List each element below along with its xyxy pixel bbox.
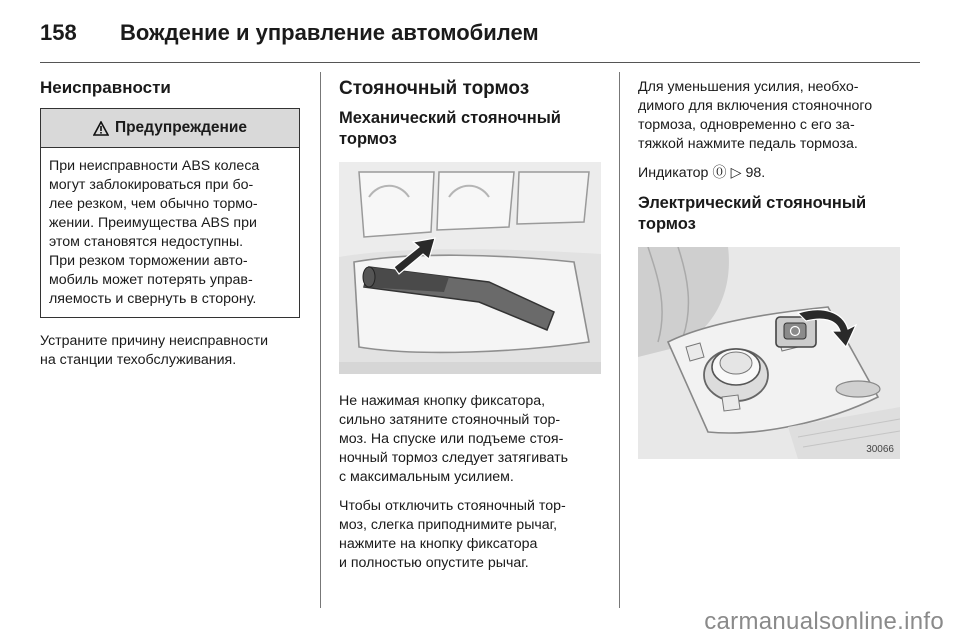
indicator-label: Индикатор: [638, 165, 709, 181]
column-divider-2: [619, 72, 620, 608]
paragraph-line: тяжкой нажмите педаль тормоза.: [638, 136, 858, 152]
warning-line: При неисправности ABS колеса: [49, 158, 260, 174]
paragraph-line: нажмите на кнопку фиксатора: [339, 536, 538, 552]
paragraph-line: моз, слегка приподнимите рычаг,: [339, 517, 558, 533]
indicator-page-ref: 98.: [745, 165, 766, 181]
warning-line: ляемость и свернуть в сторону.: [49, 291, 257, 307]
warning-text: [41, 148, 299, 317]
electric-brake-illustration: [638, 247, 900, 459]
warning-header: [41, 109, 299, 148]
brake-indicator-icon: ⓪: [712, 165, 727, 181]
paragraph-line: на станции техобслуживания.: [40, 352, 237, 368]
subheading-line: тормоз: [638, 215, 696, 233]
subheading-line: тормоз: [339, 130, 397, 148]
mechanical-brake-subheading: [339, 108, 601, 150]
warning-line: жении. Преимущества ABS при: [49, 215, 257, 231]
mechanical-brake-illustration: [339, 162, 601, 374]
paragraph-line: ночный тормоз следует затягивать: [339, 450, 568, 466]
warning-box: [40, 108, 300, 318]
reduce-effort-paragraph: [638, 78, 900, 154]
pull-brake-paragraph: [339, 392, 601, 487]
column-3: [638, 78, 900, 459]
paragraph-line: моз. На спуске или подъеме стоя-: [339, 431, 564, 447]
electric-brake-subheading: [638, 193, 900, 235]
warning-triangle-icon: [93, 121, 109, 136]
column-1: [40, 78, 300, 380]
column-2: [339, 78, 601, 583]
parking-brake-heading: Стояночный тормоз: [339, 78, 530, 99]
paragraph-line: сильно затяните стояночный тор-: [339, 412, 561, 428]
watermark: carmanualsonline.info: [704, 608, 944, 635]
warning-line: этом становятся недоступны.: [49, 234, 244, 250]
malfunction-paragraph: [40, 332, 300, 370]
paragraph-line: тормоза, одновременно с его за-: [638, 117, 855, 133]
indicator-line: [638, 164, 900, 183]
paragraph-line: Устраните причину неисправности: [40, 333, 269, 349]
column-divider-1: [320, 72, 321, 608]
subheading-line: Механический стояночный: [339, 109, 561, 127]
header-rule: [40, 62, 920, 63]
warning-line: могут заблокироваться при бо-: [49, 177, 254, 193]
page-number: 158: [40, 20, 77, 45]
page-ref-icon: ▷: [730, 165, 742, 181]
paragraph-line: с максимальным усилием.: [339, 469, 514, 485]
paragraph-line: и полностью опустите рычаг.: [339, 555, 529, 571]
page-header: [40, 12, 920, 56]
warning-line: лее резком, чем обычно тормо-: [49, 196, 258, 212]
release-brake-paragraph: [339, 497, 601, 573]
paragraph-line: Для уменьшения усилия, необхо-: [638, 79, 859, 95]
electric-brake-drawing: [638, 247, 900, 459]
malfunction-heading: Неисправности: [40, 78, 171, 97]
handbrake-lever-drawing: [339, 162, 601, 374]
paragraph-line: Чтобы отключить стояночный тор-: [339, 498, 566, 514]
warning-line: мобиль может потерять управ-: [49, 272, 253, 288]
paragraph-line: димого для включения стояночного: [638, 98, 873, 114]
warning-title: Предупреждение: [114, 119, 248, 136]
subheading-line: Электрический стояночный: [638, 194, 867, 212]
warning-line: При резком торможении авто-: [49, 253, 248, 269]
figure-number: 30066: [866, 444, 894, 455]
page-title: Вождение и управление автомобилем: [120, 20, 539, 45]
paragraph-line: Не нажимая кнопку фиксатора,: [339, 393, 546, 409]
